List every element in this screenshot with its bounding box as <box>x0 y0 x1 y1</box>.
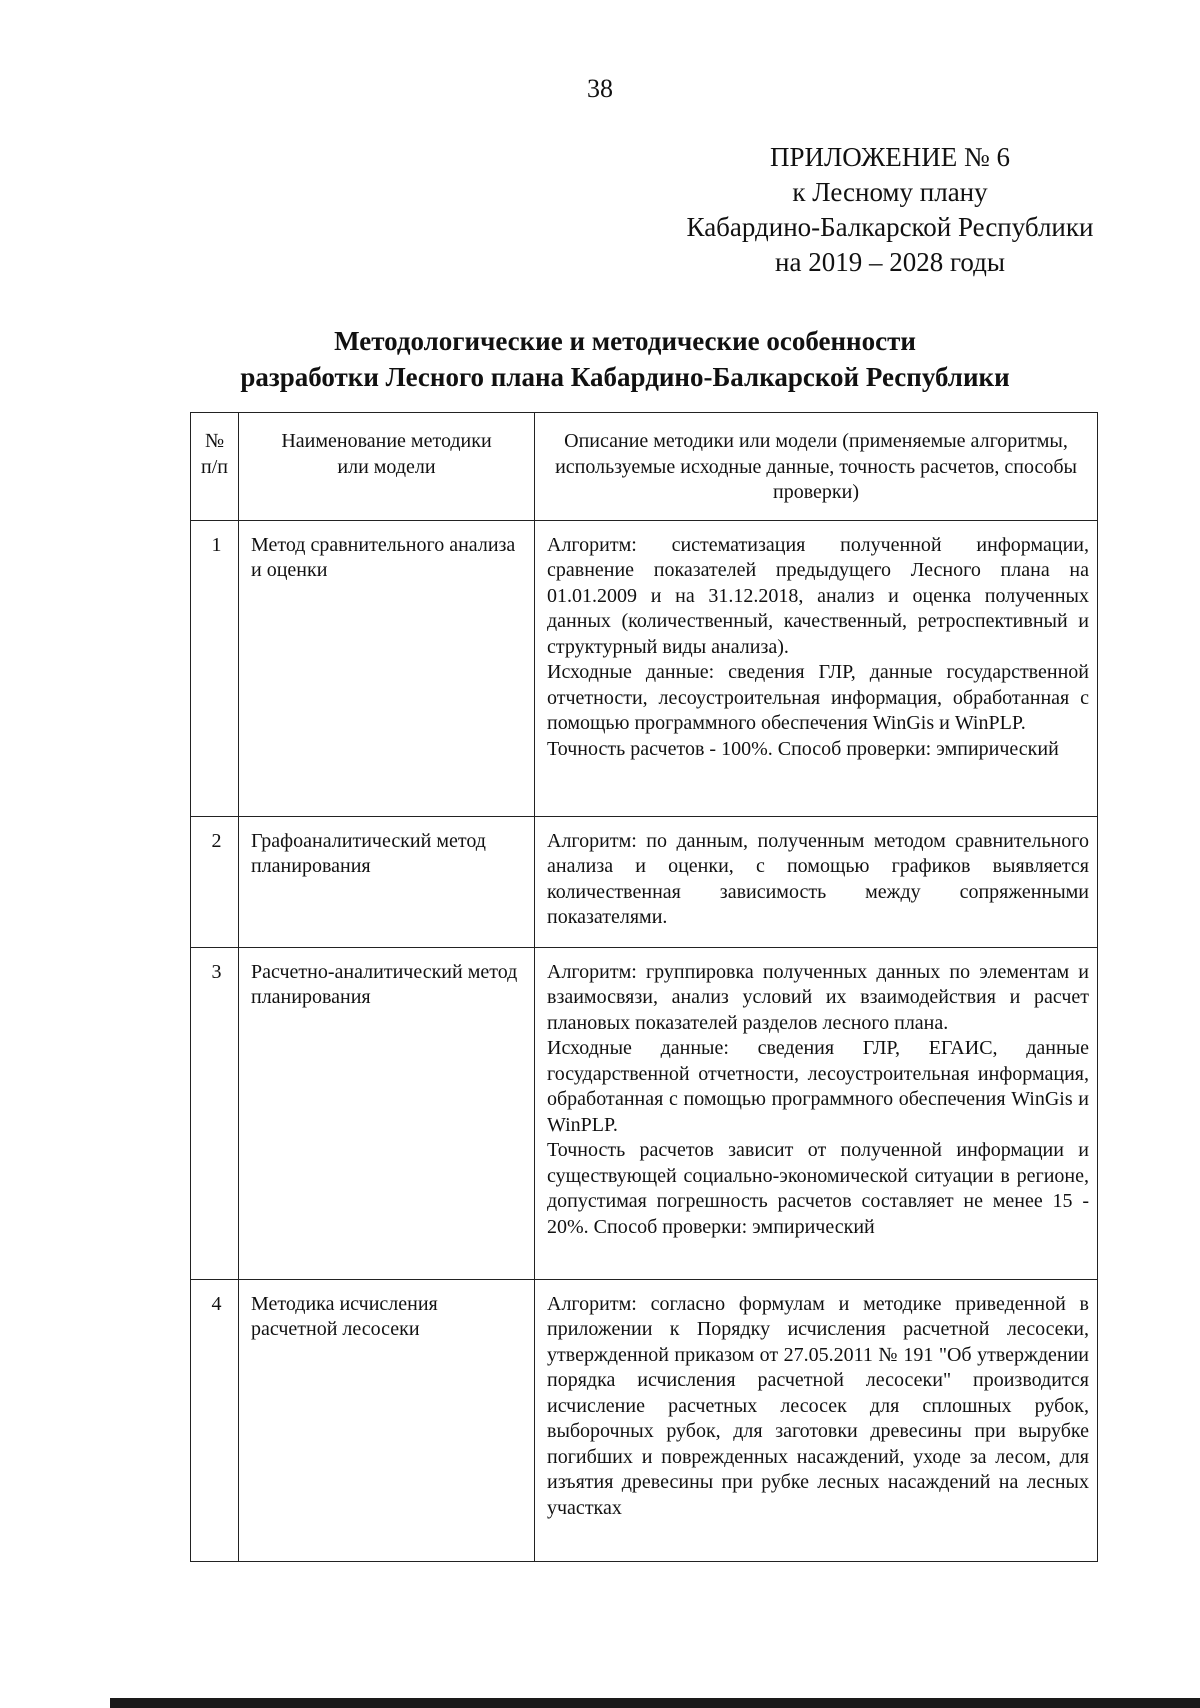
title-line-2: разработки Лесного плана Кабардино-Балкарской Республики <box>240 362 1010 392</box>
desc-paragraph: Исходные данные: сведения ГЛР, ЕГАИС, данные государственной отчетности, лесоустроительная информация, обработанная с помощью программного обеспечения WinGis и WinPLP. <box>547 1037 1089 1136</box>
scan-edge-bar <box>110 1698 1200 1708</box>
table-row <box>191 1279 1098 1561</box>
row-num: 2 <box>191 816 239 947</box>
table-row <box>191 947 1098 1279</box>
header-num: № п/п <box>191 413 239 521</box>
appendix-line-1: ПРИЛОЖЕНИЕ № 6 <box>769 142 1011 172</box>
table-row <box>191 520 1098 816</box>
row-num: 4 <box>191 1279 239 1561</box>
row-desc <box>535 816 1098 947</box>
desc-paragraph: Точность расчетов - 100%. Способ проверки: эмпирический <box>547 737 1059 760</box>
row-desc <box>535 1279 1098 1561</box>
appendix-line-4: на 2019 – 2028 годы <box>775 247 1005 277</box>
header-name: Наименование методики или модели <box>239 413 535 521</box>
table-row <box>191 816 1098 947</box>
row-name: Методика исчисления расчетной лесосеки <box>239 1279 535 1561</box>
row-num: 1 <box>191 520 239 816</box>
appendix-header <box>560 140 1200 280</box>
row-desc <box>535 520 1098 816</box>
desc-paragraph: Исходные данные: сведения ГЛР, данные государственной отчетности, лесоустроительная информация, обработанная с помощью программного обеспечения WinGis и WinPLP. <box>547 661 1089 734</box>
desc-paragraph: Алгоритм: по данным, полученным методом сравнительного анализа и оценки, с помощью графиков выявляется количественная зависимость между сопряженными показателями. <box>547 829 1089 928</box>
desc-paragraph: Алгоритм: группировка полученных данных по элементам и взаимосвязи, анализ условий их взаимодействия и расчет плановых показателей разделов лесного плана. <box>547 960 1089 1034</box>
desc-paragraph: Алгоритм: согласно формулам и методике приведенной в приложении к Порядку исчисления расчетной лесосеки, утвержденной приказом от 27.05.2011 № 191 "Об утверждении порядка исчисления расчетной лесосеки" производится исчисление расчетных лесосек для сплошных рубок, выборочных рубок, для заготовки древесины при вырубке погибших и поврежденных насаждений, уходе за лесом, для изъятия древесины при рубке лесных насаждений на лесных участках <box>547 1292 1089 1519</box>
row-name: Метод сравнительного анализа и оценки <box>239 520 535 816</box>
page-number: 38 <box>587 74 613 103</box>
header-desc: Описание методики или модели (применяемые алгоритмы, используемые исходные данные, точность расчетов, способы проверки) <box>535 413 1098 521</box>
row-num: 3 <box>191 947 239 1279</box>
desc-paragraph: Алгоритм: систематизация полученной информации, сравнение показателей предыдущего Лесного плана на 01.01.2009 и на 31.12.2018, анализ и оценка полученных данных (количественный, качественный, ретроспективный и структурный виды анализа). <box>547 533 1089 658</box>
desc-paragraph: Точность расчетов зависит от полученной информации и существующей социально-экономической ситуации в регионе, допустимая погрешность расчетов составляет не менее 15 - 20%. Способ проверки: эмпирический <box>547 1139 1089 1238</box>
row-desc <box>535 947 1098 1279</box>
table-header-row <box>191 413 1098 521</box>
title-line-1: Методологические и методические особенности <box>334 326 916 356</box>
methods-table <box>190 412 1098 1562</box>
document-title <box>0 323 1200 395</box>
appendix-line-2: к Лесному плану <box>792 177 988 207</box>
row-name: Графоаналитический метод планирования <box>239 816 535 947</box>
appendix-line-3: Кабардино-Балкарской Республики <box>686 212 1094 242</box>
row-name: Расчетно-аналитический метод планирования <box>239 947 535 1279</box>
